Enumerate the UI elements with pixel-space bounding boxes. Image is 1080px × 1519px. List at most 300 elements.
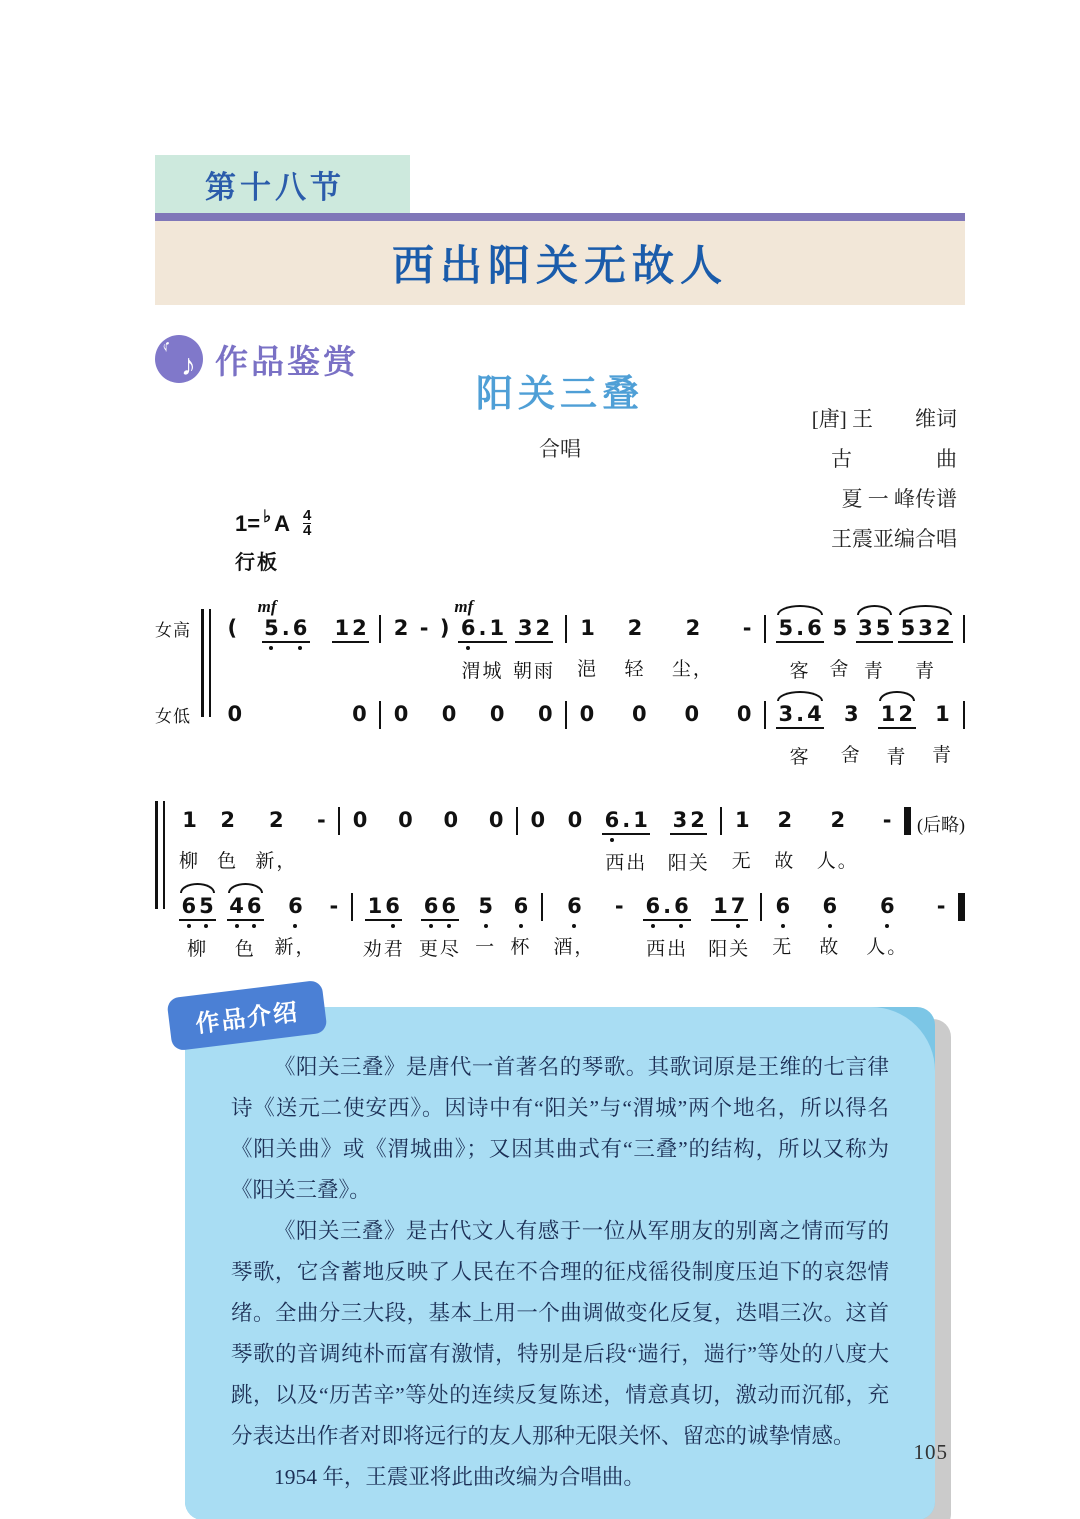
jianpu-note-char: . (796, 702, 805, 726)
jianpu-note-char: 2 (220, 808, 235, 832)
jianpu-notes (180, 807, 200, 833)
jianpu-notes (179, 893, 216, 921)
lyric (441, 654, 448, 678)
jianpu-notes (683, 615, 703, 641)
lyric: 舍 (840, 745, 862, 766)
jianpu-notes (350, 807, 370, 833)
final-barline (958, 893, 965, 921)
lyric: 杯 (510, 937, 532, 958)
jianpu-notes (476, 893, 496, 919)
jianpu-note-char: 2 (627, 616, 643, 640)
voice-label: 女高 (155, 621, 191, 640)
jianpu-note-char: . (663, 894, 672, 918)
lyric: 无 (731, 851, 753, 872)
note-group (417, 615, 431, 683)
lyric (534, 846, 541, 870)
staff (155, 791, 965, 875)
intro-paragraph: 1954 年，王震亚将此曲改编为合唱曲。 (274, 1465, 645, 1489)
song-title: 阳关三叠 (476, 373, 644, 414)
jianpu-note-char: 0 (441, 702, 457, 726)
jianpu-notes (565, 807, 585, 833)
jianpu-notes (225, 615, 240, 641)
credit-line: 夏 一 峰传谱 (841, 487, 957, 511)
jianpu-note-char: 0 (632, 702, 647, 726)
jianpu-notes (670, 807, 707, 835)
jianpu-notes (227, 893, 264, 921)
jianpu-note-char: 1 (713, 894, 728, 918)
tempo-marking: 行板 (235, 552, 279, 574)
lyric (572, 846, 579, 870)
lyric (347, 656, 354, 680)
note-group (776, 615, 824, 683)
jianpu-notes (830, 615, 850, 641)
jianpu-notes (625, 615, 645, 641)
jianpu-notes (612, 893, 626, 919)
note-group (932, 701, 953, 769)
jianpu-note-char: 2 (777, 808, 793, 832)
jianpu-note-char: - (936, 894, 946, 918)
note-group (612, 893, 626, 961)
jianpu-notes (934, 893, 948, 919)
key-prefix: 1= (235, 510, 261, 536)
note-group (898, 615, 953, 683)
jianpu-notes (391, 701, 411, 727)
jianpu-notes (577, 701, 597, 727)
lyric (231, 740, 238, 764)
lyric (542, 740, 549, 764)
jianpu-notes (439, 701, 459, 727)
jianpu-note-char: 6 (441, 894, 457, 918)
jianpu-notes (776, 701, 824, 729)
lyric: 新， (255, 851, 298, 872)
jianpu-note-char: ) (439, 616, 450, 640)
jianpu-note-char: 2 (898, 702, 913, 726)
measure (518, 791, 720, 875)
score-system (155, 791, 965, 961)
jianpu-notes (327, 893, 341, 919)
jianpu-notes (643, 893, 691, 921)
lyric (744, 654, 751, 678)
lyric (229, 654, 236, 678)
jianpu-note-char: - (419, 616, 429, 640)
jianpu-notes (776, 615, 824, 643)
jianpu-note-char: 0 (352, 808, 368, 832)
jianpu-note-char: 6 (423, 894, 439, 918)
jianpu-note-char: 6 (807, 616, 822, 640)
note-group (856, 615, 893, 683)
lyric (330, 932, 337, 956)
note-group (682, 701, 702, 764)
work-intro-box-outer (185, 1007, 935, 1519)
lyric: 西出 (646, 939, 689, 960)
measure (567, 685, 764, 764)
jianpu-note-char: 6 (879, 894, 895, 918)
note-group (740, 615, 754, 681)
jianpu-notes (458, 615, 506, 643)
jianpu-note-char: 4 (807, 702, 822, 726)
divider-rule (155, 213, 965, 221)
jianpu-note-char: - (614, 894, 624, 918)
dynamic-marking: mf (257, 597, 277, 616)
jianpu-notes (515, 615, 552, 643)
lyric (741, 740, 748, 764)
note-group (437, 615, 452, 683)
music-note-icon: ♪ ♪ (155, 335, 203, 383)
jianpu-note-char: . (622, 808, 631, 832)
jianpu-note-char: 1 (734, 808, 750, 832)
note-group (841, 701, 862, 769)
jianpu-notes (332, 615, 369, 643)
jianpu-note-char: 1 (633, 808, 648, 832)
lyric (494, 740, 501, 764)
note-group (866, 893, 908, 959)
jianpu-note-char: - (882, 808, 892, 832)
jianpu-note-char: 6 (460, 616, 476, 640)
jianpu-note-char: 3 (517, 616, 533, 640)
jianpu-note-char: 1 (182, 808, 197, 832)
jianpu-note-char: 0 (488, 808, 504, 832)
lyric (938, 932, 945, 956)
note-group (643, 893, 691, 961)
jianpu-note-char: 0 (393, 702, 409, 726)
jianpu-notes (391, 615, 411, 641)
score-line (155, 877, 965, 961)
jianpu-notes (828, 807, 848, 833)
note-group (577, 701, 597, 764)
lyric: 无 (772, 937, 794, 958)
jianpu-notes (365, 893, 402, 921)
lyric: 青 (863, 661, 885, 682)
section-number-label: 第十八节 (205, 169, 345, 205)
jianpu-note-char: 0 (352, 702, 367, 726)
jianpu-notes (775, 807, 795, 833)
jianpu-note-char: 3 (918, 616, 933, 640)
note-group (624, 615, 645, 681)
lyric: 西出 (605, 853, 648, 874)
measure (215, 599, 379, 680)
jianpu-note-char: . (796, 616, 805, 640)
jianpu-notes (734, 701, 754, 727)
measure (169, 877, 351, 961)
jianpu-note-char: - (317, 808, 326, 832)
jianpu-score (155, 599, 965, 961)
lyric: 舍 (829, 659, 851, 680)
jianpu-note-char: 6 (604, 808, 620, 832)
chapter-title: 西出阳关无故人 (391, 242, 728, 289)
jianpu-note-char: 1 (489, 616, 505, 640)
note-group (732, 807, 753, 873)
lyric: 客 (789, 661, 811, 682)
lyric (357, 846, 364, 870)
page-content (155, 0, 965, 1519)
lyric: 劝君 (362, 939, 405, 960)
lyric: 新， (274, 937, 317, 958)
jianpu-note-char: 5 (264, 616, 279, 640)
staff (155, 877, 965, 961)
section-header (155, 0, 965, 305)
note-group (487, 701, 507, 764)
note-group (577, 615, 598, 681)
jianpu-note-char: . (281, 616, 290, 640)
note-group (391, 701, 411, 764)
measure (169, 791, 338, 873)
note-group (179, 807, 200, 873)
note-group (486, 807, 506, 870)
jianpu-notes (350, 701, 370, 727)
jianpu-note-char: ( (227, 616, 238, 640)
jianpu-note-char: 6 (246, 894, 262, 918)
work-intro-box (185, 1007, 935, 1519)
lyric: 青 (931, 745, 953, 766)
note-group (217, 807, 238, 873)
lyric (616, 932, 623, 956)
voice-label: 女低 (155, 707, 191, 726)
score-line (155, 599, 965, 683)
jianpu-note-char: 0 (227, 702, 243, 726)
jianpu-note-char: 0 (567, 808, 583, 832)
jianpu-note-char: 2 (690, 808, 705, 832)
jianpu-note-char: 3 (843, 702, 859, 726)
lyric: 青 (886, 747, 908, 768)
lyric: 青 (915, 661, 937, 682)
note-group (225, 701, 245, 764)
lyric (636, 740, 643, 764)
note-group (535, 701, 555, 764)
score-system (155, 599, 965, 769)
note-group (602, 807, 650, 875)
measure (353, 877, 542, 961)
jianpu-notes (933, 701, 953, 727)
jianpu-notes (421, 893, 458, 921)
jianpu-note-char: 6 (292, 616, 308, 640)
jianpu-notes (528, 807, 548, 833)
lyric: 阳关 (708, 939, 751, 960)
jianpu-notes (487, 701, 507, 727)
credit-line: 古 曲 (831, 447, 957, 471)
jianpu-notes (225, 701, 245, 727)
lyric: 更尽 (418, 939, 461, 960)
lyric: 色 (234, 939, 256, 960)
jianpu-note-char: 2 (685, 616, 701, 640)
jianpu-notes (578, 615, 598, 641)
jianpu-note-char: 6 (288, 894, 303, 918)
jianpu-note-char: 3 (858, 616, 873, 640)
lyric: 故 (819, 937, 841, 958)
note-group (774, 807, 795, 873)
jianpu-notes (396, 807, 416, 833)
measure (543, 877, 760, 961)
score-line (155, 791, 965, 875)
jianpu-note-char: 1 (367, 894, 383, 918)
jianpu-notes (315, 807, 329, 833)
intro-paragraph: 《阳关三叠》是唐代一首著名的琴歌。其歌词原是王维的七言律诗《送元二使安西》。因诗中有“阳关”与“渭城”两个地名，所以得名《阳关曲》或《渭城曲》；又因其曲式有“三叠”的结构，所以又称为《阳关三叠》。 (231, 1055, 889, 1202)
jianpu-note-char: 1 (580, 616, 595, 640)
note-group (327, 893, 341, 961)
jianpu-notes (630, 701, 650, 727)
lyric: 柳 (187, 939, 209, 960)
credit-line: 王震亚编合唱 (831, 527, 957, 551)
dynamic-marking: mf (454, 597, 474, 616)
note-group (776, 701, 824, 769)
jianpu-note-char: 0 (579, 702, 595, 726)
note-group (225, 615, 240, 680)
barline (963, 615, 965, 643)
jianpu-notes (417, 615, 431, 641)
jianpu-notes (773, 893, 793, 919)
jianpu-notes (437, 615, 452, 641)
jianpu-note-char: 6 (513, 894, 529, 918)
jianpu-note-char: 5 (199, 894, 214, 918)
jianpu-note-char: 0 (489, 702, 505, 726)
jianpu-notes (286, 893, 306, 919)
measure (762, 877, 958, 959)
jianpu-note-char: 2 (830, 808, 846, 832)
note-group (510, 893, 531, 961)
measure (381, 685, 565, 764)
jianpu-notes (856, 615, 893, 643)
note-group (772, 893, 793, 959)
note-group (350, 701, 370, 764)
lyric: 朝雨 (513, 661, 556, 682)
note-group (708, 893, 750, 961)
jianpu-notes (898, 615, 953, 643)
note-group (829, 615, 850, 683)
lyric (421, 654, 428, 678)
jianpu-note-char: 2 (352, 616, 367, 640)
note-group (630, 701, 650, 764)
jianpu-note-char: - (329, 894, 339, 918)
lyric: 柳 (179, 851, 201, 872)
page-number: 105 (913, 1440, 948, 1464)
measure (766, 599, 963, 683)
lyric (356, 740, 363, 764)
lyric (398, 654, 405, 678)
measure (215, 685, 379, 764)
jianpu-note-char: 1 (880, 702, 896, 726)
jianpu-note-char: 6 (567, 894, 582, 918)
jianpu-note-char: . (478, 616, 487, 640)
final-barline (904, 807, 911, 835)
jianpu-note-char: 6 (674, 894, 689, 918)
lyric: 客 (789, 747, 811, 768)
work-intro-tab: 作品介绍 (166, 980, 327, 1052)
jianpu-notes (682, 701, 702, 727)
jianpu-note-char: 6 (822, 894, 838, 918)
work-intro-section (185, 998, 935, 1519)
jianpu-note-char: 2 (393, 616, 409, 640)
lyric (318, 846, 325, 870)
staff (201, 685, 965, 769)
jianpu-note-char: 0 (684, 702, 700, 726)
jianpu-note-char: 6 (181, 894, 197, 918)
jianpu-notes (740, 615, 754, 641)
lyric (884, 846, 891, 870)
note-group (934, 893, 948, 959)
jianpu-note-char: 6 (645, 894, 661, 918)
note-group (553, 893, 595, 961)
note-group (817, 807, 859, 873)
note-group (227, 893, 264, 961)
time-signature: $\frac{4}{4}$ (303, 507, 312, 539)
jianpu-notes (602, 807, 650, 835)
measure (567, 599, 764, 681)
jianpu-notes (820, 893, 840, 919)
jianpu-note-char: 0 (537, 702, 553, 726)
jianpu-notes (732, 807, 752, 833)
lyric (688, 740, 695, 764)
note-group (315, 807, 329, 873)
note-group (475, 893, 496, 961)
lyric: 酒， (553, 937, 596, 958)
jianpu-notes (877, 893, 897, 919)
jianpu-note-char: 1 (935, 702, 950, 726)
lyric (447, 846, 454, 870)
jianpu-note-char: 5 (778, 616, 794, 640)
jianpu-note-char: 7 (730, 894, 746, 918)
lyric: 人。 (816, 851, 859, 872)
jianpu-note-char: 5 (832, 616, 848, 640)
note-group (734, 701, 754, 764)
note-group (257, 597, 310, 680)
note-group (668, 807, 710, 875)
jianpu-note-char: 1 (334, 616, 350, 640)
lyric: 阳关 (667, 853, 710, 874)
jianpu-note-char: 0 (443, 808, 459, 832)
note-group (274, 893, 316, 961)
jianpu-note-char: 5 (478, 894, 493, 918)
omission-note: (后略) (917, 815, 965, 835)
note-group (439, 701, 459, 764)
lyric: 故 (774, 851, 796, 872)
note-group (396, 807, 416, 870)
lyric: 轻 (624, 659, 646, 680)
jianpu-note-char: 2 (535, 616, 551, 640)
jianpu-note-char: 5 (900, 616, 916, 640)
appreciation-label: 作品鉴赏 (215, 342, 359, 380)
jianpu-note-char: 6 (385, 894, 400, 918)
lyric: 浥 (577, 659, 599, 680)
note-group (513, 615, 555, 683)
jianpu-note-char: 2 (935, 616, 951, 640)
jianpu-note-char: 6 (775, 894, 791, 918)
jianpu-notes (711, 893, 748, 921)
performance-type: 合唱 (539, 437, 581, 461)
jianpu-note-char: - (742, 616, 752, 640)
jianpu-note-char: 3 (672, 808, 688, 832)
note-group (255, 807, 297, 873)
note-group (528, 807, 548, 875)
note-group (454, 597, 506, 683)
note-group (880, 807, 894, 873)
note-group (391, 615, 411, 683)
lyric (282, 656, 289, 680)
lyric: 渭城 (461, 661, 504, 682)
jianpu-note-char: 0 (398, 808, 413, 832)
jianpu-note-char: 3 (778, 702, 794, 726)
note-group (819, 893, 840, 959)
measure (340, 791, 516, 870)
jianpu-notes (218, 807, 238, 833)
tonic: A (274, 510, 291, 536)
measure (381, 599, 565, 683)
lyric (584, 740, 591, 764)
staff (201, 599, 965, 683)
jianpu-notes (841, 701, 861, 727)
note-group (419, 893, 461, 961)
note-group (350, 807, 370, 870)
flat-sign: ♭ (263, 506, 272, 526)
note-group (441, 807, 461, 870)
